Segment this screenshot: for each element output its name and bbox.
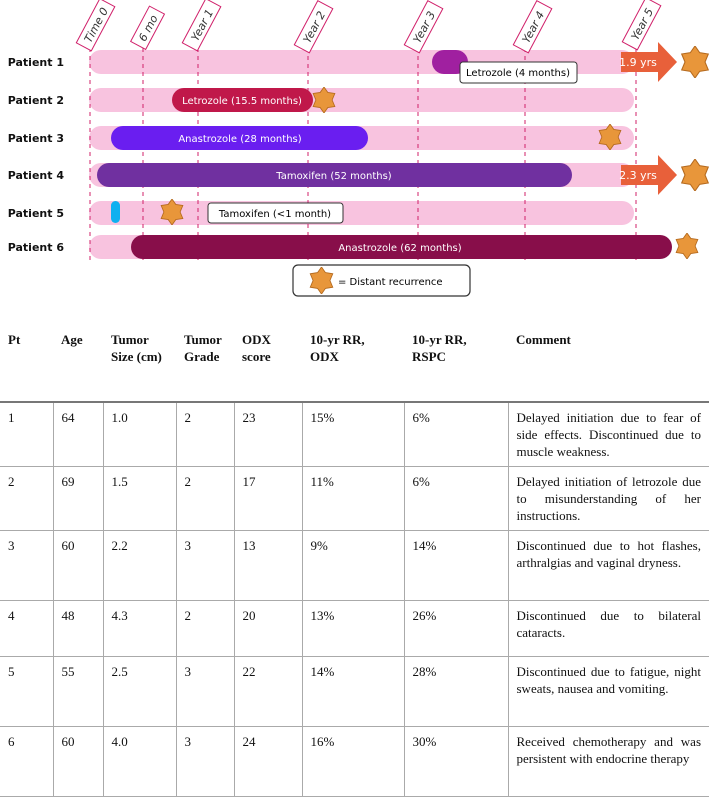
tick-label: Year 4 [519,9,548,46]
treatment-timeline [0,0,709,305]
table-row [0,657,709,727]
table-cell: 3 [176,727,234,797]
table-cell: 1.5 [103,467,176,531]
table-row [0,601,709,657]
bar-label: Letrozole (15.5 months) [182,96,302,107]
table-cell: 4.3 [103,601,176,657]
table-cell: 14% [302,657,404,727]
tick-label: 6 mo [136,12,161,44]
table-cell: 16% [302,727,404,797]
patient-label: Patient 4 [7,169,64,182]
patient-label: Patient 1 [7,56,64,69]
table-row [0,531,709,601]
col-header: Tumor Grade [184,332,222,364]
arrow-label: 2.3 yrs [619,169,657,182]
table-cell: Discontinued due to fatigue, night sweats, nausea and vomiting. [508,657,709,727]
table-cell: 13 [234,531,302,601]
table-header [0,325,709,402]
table-cell: 17 [234,467,302,531]
table-cell: 48 [53,601,103,657]
tick-label: Time 0 [81,5,112,45]
col-header: Tumor Size (cm) [111,332,162,364]
legend [293,265,470,296]
recurrence-star-icon [676,233,698,259]
table-cell: 20 [234,601,302,657]
table-cell: Received chemotherapy and was persistent with endocrine therapy [508,727,709,797]
arrow-p4 [619,155,677,195]
table-cell: 6% [404,467,508,531]
arrow-p1 [619,42,677,82]
recurrence-star-icon [682,159,709,191]
table-cell: 1.0 [103,402,176,467]
tick-label: Year 3 [410,9,439,46]
table-cell: 3 [176,657,234,727]
col-header: 10-yr RR, RSPC [412,332,467,364]
table-cell: Delayed initiation of letrozole due to misunderstanding of her instructions. [508,467,709,531]
table-cell: 13% [302,601,404,657]
col-header: Pt [8,332,21,347]
table-cell: 6% [404,402,508,467]
table-cell: 2 [0,467,53,531]
bar-label: Letrozole (4 months) [466,68,570,79]
table-row [0,402,709,467]
table-cell: 11% [302,467,404,531]
table-row [0,467,709,531]
patient-label: Patient 2 [7,94,64,107]
patient-table [0,325,709,797]
table-cell: 2 [176,601,234,657]
arrow-label: 1.9 yrs [619,56,657,69]
table-cell: Discontinued due to hot flashes, arthralgias and vaginal dryness. [508,531,709,601]
table-cell: 2.2 [103,531,176,601]
table-cell: 24 [234,727,302,797]
patient-label: Patient 5 [7,207,64,220]
table-cell: 22 [234,657,302,727]
bar-label: Tamoxifen (52 months) [276,171,392,182]
tick-label: Year 1 [188,7,217,44]
table-cell: 28% [404,657,508,727]
bar-label: Anastrozole (28 months) [178,134,302,145]
table-cell: 2 [176,467,234,531]
table-cell: 3 [176,531,234,601]
table-cell: 4 [0,601,53,657]
table-cell: 3 [0,531,53,601]
patient-label: Patient 3 [7,132,64,145]
table-cell: 9% [302,531,404,601]
patient-label: Patient 6 [7,241,64,254]
table-cell: 60 [53,531,103,601]
table-cell: 14% [404,531,508,601]
tick-label: Year 2 [300,9,329,46]
col-header: Age [61,332,83,347]
table-cell: 55 [53,657,103,727]
track-patient-2 [89,88,634,112]
bar-label: Tamoxifen (<1 month) [218,209,332,220]
col-header: 10-yr RR, ODX [310,332,365,364]
table-cell: 30% [404,727,508,797]
bar-label: Anastrozole (62 months) [338,243,462,254]
col-header: ODX score [242,332,271,364]
bar-tamoxifen-p5 [111,201,120,223]
table-cell: Discontinued due to bilateral cataracts. [508,601,709,657]
col-header: Comment [516,332,571,347]
tick-label: Year 5 [628,6,657,43]
table-cell: 1 [0,402,53,467]
table-cell: 64 [53,402,103,467]
table-cell: Delayed initiation due to fear of side effects. Discontinued due to muscle weakness. [508,402,709,467]
table-cell: 2.5 [103,657,176,727]
table-cell: 69 [53,467,103,531]
table-cell: 26% [404,601,508,657]
table-cell: 6 [0,727,53,797]
table-row [0,727,709,797]
table-cell: 4.0 [103,727,176,797]
table-cell: 15% [302,402,404,467]
table-cell: 5 [0,657,53,727]
recurrence-star-icon [682,46,709,78]
table-cell: 2 [176,402,234,467]
table-cell: 60 [53,727,103,797]
tick-labels [76,0,660,53]
legend-label: = Distant recurrence [338,277,443,288]
table-cell: 23 [234,402,302,467]
